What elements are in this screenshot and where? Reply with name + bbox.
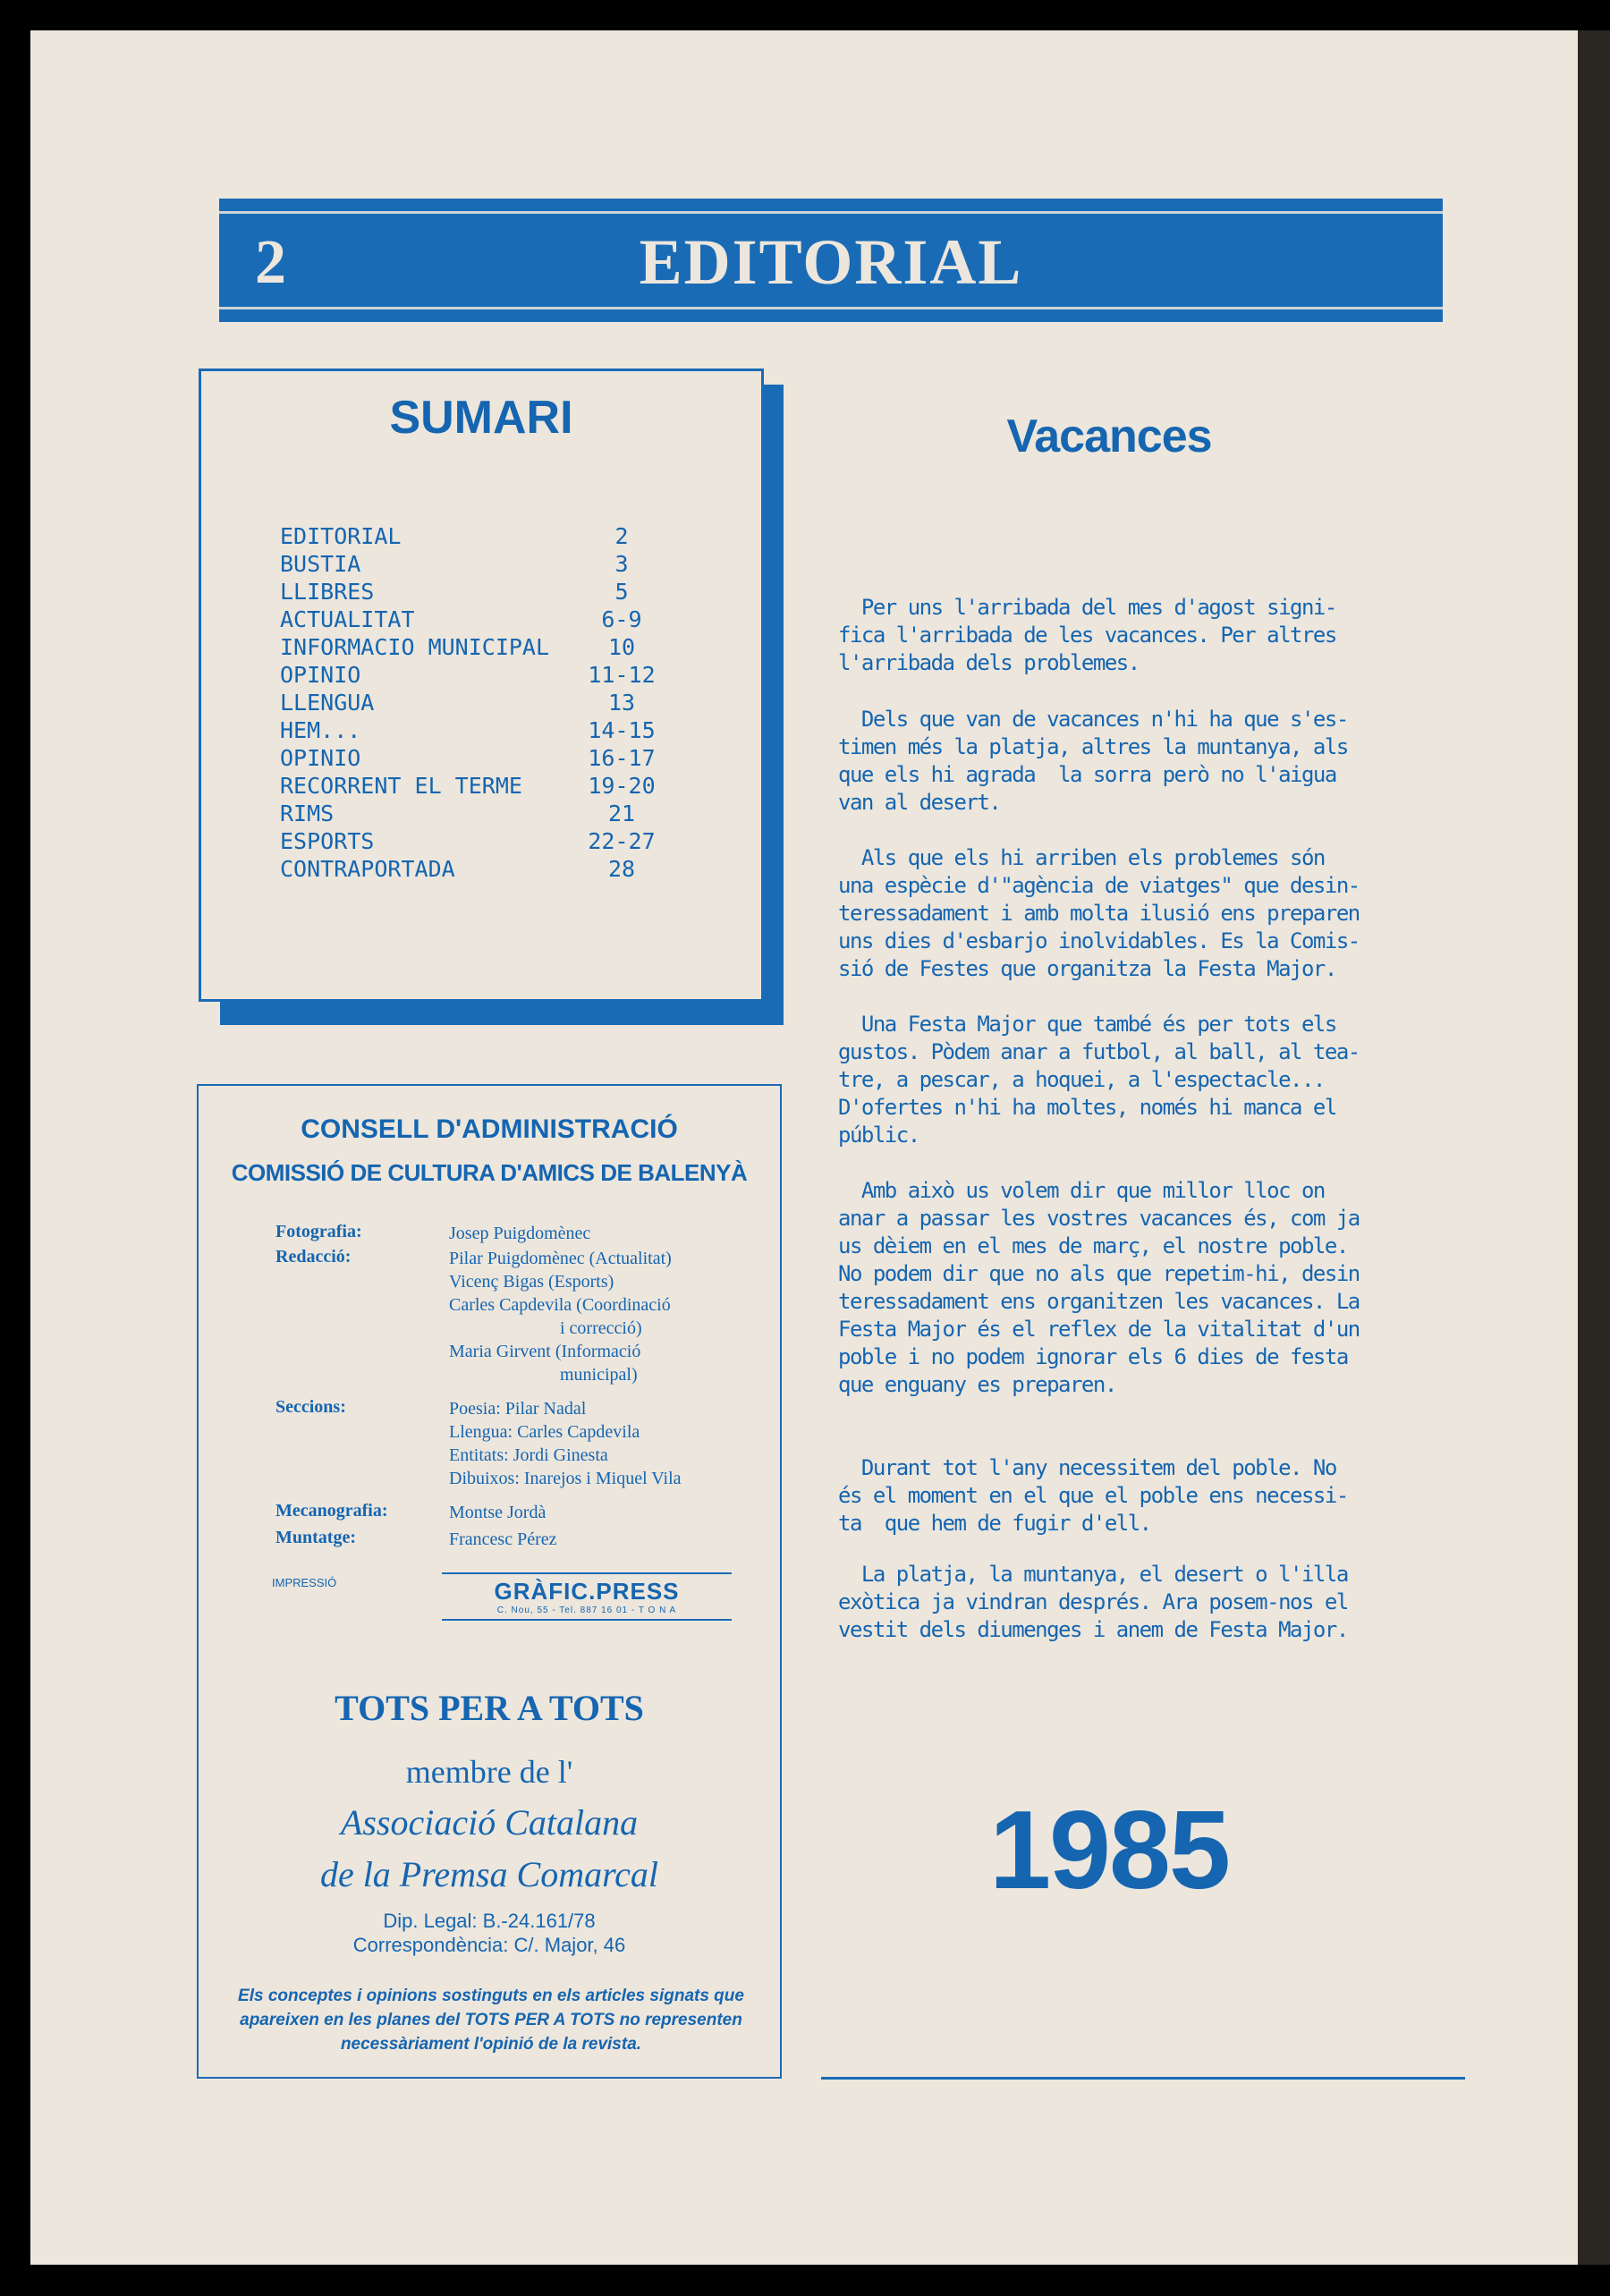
summary-row	[201, 745, 761, 773]
membership-text: membre de l'	[405, 1754, 573, 1790]
credit-names	[449, 1501, 546, 1524]
legal-deposit: Dip. Legal: B.-24.161/78	[383, 1910, 596, 1932]
header-stripe-top	[219, 211, 1443, 214]
article-paragraph: Als que els hi arriben els problemes són una espècie d'"agència de viatges" que desin- teressadament i amb molta ilusió ens preparen uns dies d'esbarjo inolvidables. Es la Comis- sió de Festes que organitza la Festa Major.	[838, 845, 1360, 981]
credit-role: Mecanografia:	[275, 1501, 388, 1521]
article-paragraph: Durant tot l'any necessitem del poble. No és el moment en el que el poble ens necessi- ta que hem de fugir d'ell.	[838, 1455, 1348, 1536]
section-title: EDITORIAL	[639, 226, 1023, 298]
association-line-1: Associació Catalana	[340, 1802, 639, 1843]
summary-row	[201, 634, 761, 662]
summary-row-label: OPINIO	[280, 745, 361, 771]
summary-row-page: 22-27	[588, 828, 656, 854]
article-title: Vacances	[1006, 411, 1212, 462]
credit-role: Fotografia:	[275, 1222, 362, 1241]
summary-box	[199, 369, 764, 1002]
summary-row-page: 5	[614, 579, 629, 605]
summary-row-label: OPINIO	[280, 662, 361, 688]
summary-row-label: RIMS	[280, 801, 335, 826]
credit-name: Francesc Pérez	[449, 1529, 557, 1549]
credit-role: Seccions:	[275, 1397, 346, 1417]
credit-names	[449, 1247, 672, 1386]
printer-address: C. Nou, 55 - Tel. 887 16 01 - T O N A	[496, 1606, 677, 1615]
summary-row-page: 10	[607, 634, 636, 660]
summary-row	[201, 551, 761, 579]
summary-row-label: HEM...	[280, 717, 361, 743]
summary-row	[201, 801, 761, 828]
bottom-rule	[821, 2077, 1465, 2080]
year-banner: 1985	[989, 1789, 1229, 1912]
credit-name: municipal)	[560, 1365, 638, 1385]
credit-name: Dibuixos: Inarejos i Miquel Vila	[449, 1469, 682, 1488]
article-paragraph: La platja, la muntanya, el desert o l'illa exòtica ja vindran després. Ara posem-nos el vestit dels diumenges i anem de Festa Major.	[838, 1562, 1348, 1642]
summary-row-page: 6-9	[601, 606, 642, 632]
credit-name: Carles Capdevila (Coordinació	[449, 1295, 671, 1315]
summary-row-label: EDITORIAL	[280, 523, 402, 549]
mailing-address: Correspondència: C/. Major, 46	[352, 1934, 626, 1956]
summary-row-page: 28	[607, 856, 636, 882]
article-paragraph: Per uns l'arribada del mes d'agost signi- fica l'arribada de les vacances. Per altres l'arribada dels problemes.	[838, 595, 1336, 675]
credit-name: Llengua: Carles Capdevila	[449, 1422, 640, 1442]
credit-names	[449, 1528, 557, 1551]
credit-name: Vicenç Bigas (Esports)	[449, 1272, 614, 1292]
summary-row-label: ACTUALITAT	[280, 606, 415, 632]
credit-name: Poesia: Pilar Nadal	[449, 1399, 587, 1419]
summary-row-page: 3	[614, 551, 629, 577]
summary-row-page: 2	[614, 523, 629, 549]
summary-row-label: BUSTIA	[280, 551, 361, 577]
credits-box	[197, 1084, 782, 2079]
credit-name: Josep Puigdomènec	[449, 1224, 591, 1243]
summary-row	[201, 690, 761, 717]
article-paragraph: Amb això us volem dir que millor lloc on anar a passar les vostres vacances és, com ja us dèiem en el mes de març, el nostre poble. No podem dir que no als que repetim-hi, desin teressadament ens organitzen les vacances. La Festa Major és el reflex de la vitalitat d'un poble i no podem ignorar els 6 dies de festa que enguany es preparen.	[838, 1178, 1360, 1397]
summary-row-page: 14-15	[588, 717, 656, 743]
summary-row	[201, 717, 761, 745]
article-paragraph: Una Festa Major que també és per tots els gustos. Pòdem anar a futbol, al ball, al tea- tre, a pescar, a hoquei, a l'espectacle... D'ofertes n'hi ha moltes, només hi manca el públic.	[838, 1012, 1360, 1148]
credit-names	[449, 1222, 590, 1245]
summary-row-page: 19-20	[588, 773, 656, 799]
summary-row-page: 16-17	[588, 745, 656, 771]
header-stripe-bottom	[219, 307, 1443, 309]
summary-row-label: LLIBRES	[280, 579, 375, 605]
credit-role: Muntatge:	[275, 1528, 356, 1547]
summary-row	[201, 579, 761, 606]
summary-title: SUMARI	[389, 392, 573, 444]
summary-row	[201, 773, 761, 801]
page-number: 2	[255, 228, 286, 297]
article-paragraph: Dels que van de vacances n'hi ha que s'es- timen més la platja, altres la muntanya, als que els hi agrada la sorra però no l'aigua van al desert.	[838, 707, 1348, 815]
printer-logo	[442, 1572, 732, 1621]
credit-names	[449, 1397, 682, 1490]
legal-info	[199, 1909, 780, 1957]
summary-row-page: 21	[607, 801, 636, 826]
summary-row	[201, 523, 761, 551]
printer-name: GRÀFIC.PRESS	[494, 1578, 680, 1605]
printing-label: IMPRESSIÓ	[272, 1576, 337, 1589]
masthead: TOTS PER A TOTS	[335, 1688, 644, 1728]
association-line-2: de la Premsa Comarcal	[319, 1854, 659, 1894]
credit-name: Maria Girvent (Informació	[449, 1342, 641, 1361]
summary-row-label: CONTRAPORTADA	[280, 856, 455, 882]
credits-subtitle: COMISSIÓ DE CULTURA D'AMICS DE BALENYÀ	[231, 1159, 748, 1186]
summary-row	[201, 828, 761, 856]
page-spine	[1578, 30, 1610, 2265]
disclaimer: Els conceptes i opinions sostinguts en els articles signats que apareixen en les planes del TOTS PER A TOTS no representen necessàriament l'opinió de la revista.	[238, 1987, 744, 2054]
credit-name: Montse Jordà	[449, 1503, 547, 1522]
summary-row	[201, 606, 761, 634]
summary-row-label: LLENGUA	[280, 690, 375, 716]
credit-name: Pilar Puigdomènec (Actualitat)	[449, 1249, 672, 1268]
summary-row-label: RECORRENT EL TERME	[280, 773, 522, 799]
summary-row	[201, 662, 761, 690]
summary-row	[201, 856, 761, 884]
summary-row-page: 11-12	[588, 662, 656, 688]
summary-row-label: INFORMACIO MUNICIPAL	[280, 634, 550, 660]
credits-title: CONSELL D'ADMINISTRACIÓ	[301, 1114, 678, 1144]
credit-role: Redacció:	[275, 1247, 352, 1267]
summary-row-label: ESPORTS	[280, 828, 375, 854]
credit-name: i correcció)	[560, 1318, 642, 1338]
summary-row-page: 13	[607, 690, 636, 716]
credit-name: Entitats: Jordi Ginesta	[449, 1445, 608, 1465]
section-header	[219, 199, 1443, 322]
